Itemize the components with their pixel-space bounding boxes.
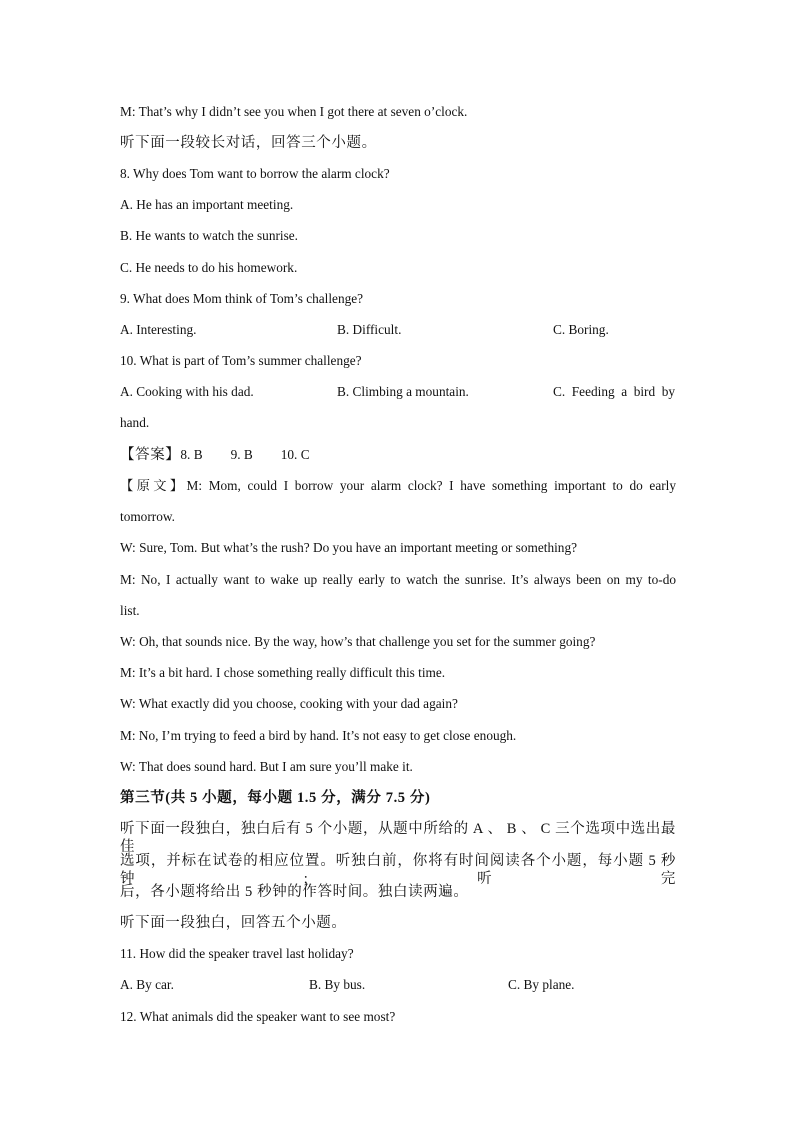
question-10-option-c: C. Feeding a bird by xyxy=(553,384,675,399)
question-8-option-c: C. He needs to do his homework. xyxy=(120,260,298,275)
transcript-line-1: 【原文】M: Mom, could I borrow your alarm clock? I have something important to do early xyxy=(120,478,676,493)
question-8-option-a: A. He has an important meeting. xyxy=(120,197,294,212)
answer-10: 10. C xyxy=(280,447,310,462)
dialogue-line-previous: M: That’s why I didn’t see you when I got there at seven o’clock. xyxy=(120,104,468,119)
transcript-line-6: W: What exactly did you choose, cooking with your dad again? xyxy=(120,696,458,711)
question-11: 11. How did the speaker travel last holiday? xyxy=(120,946,354,961)
section-3-heading: 第三节(共 5 小题，每小题 1.5 分，满分 7.5 分) xyxy=(120,790,431,806)
question-11-option-c: C. By plane. xyxy=(508,977,575,992)
section-instruction-monologue: 听下面一段独白，回答五个小题。 xyxy=(120,915,347,931)
transcript-line-5: M: It’s a bit hard. I chose something really difficult this time. xyxy=(120,665,446,680)
section-3-instruction-line-1: 听下面一段独白，独白后有 5 个小题，从题中所给的 A 、 B 、 C 三个选项中选出最佳 xyxy=(120,821,676,855)
question-11-option-b: B. By bus. xyxy=(309,977,366,992)
answer-9: 9. B xyxy=(230,447,253,462)
transcript-line-2: W: Sure, Tom. But what’s the rush? Do you have an important meeting or something? xyxy=(120,540,577,555)
transcript-line-1-continued: tomorrow. xyxy=(120,509,175,524)
question-11-option-a: A. By car. xyxy=(120,977,174,992)
question-8: 8. Why does Tom want to borrow the alarm clock? xyxy=(120,166,390,181)
transcript-line-7: M: No, I’m trying to feed a bird by hand. It’s not easy to get close enough. xyxy=(120,728,517,743)
section-instruction-long-dialogue: 听下面一段较长对话，回答三个小题。 xyxy=(120,135,377,151)
question-12: 12. What animals did the speaker want to see most? xyxy=(120,1009,396,1024)
question-9-option-a: A. Interesting. xyxy=(120,322,197,337)
section-3-instruction-line-3: 后，各小题将给出 5 秒钟的作答时间。独白读两遍。 xyxy=(120,884,469,900)
question-10-option-c-continued: hand. xyxy=(120,415,150,430)
transcript-line-4: W: Oh, that sounds nice. By the way, how’s that challenge you set for the summer going? xyxy=(120,634,596,649)
question-10: 10. What is part of Tom’s summer challenge? xyxy=(120,353,362,368)
question-9-option-b: B. Difficult. xyxy=(337,322,402,337)
transcript-line-3-continued: list. xyxy=(120,603,140,618)
answer-label: 【答案】 xyxy=(120,447,181,463)
answer-line xyxy=(120,446,676,464)
section-3-instruction-line-2: 选项，并标在试卷的相应位置。听独白前，你将有时间阅读各个小题，每小题 5 秒钟;听完 xyxy=(120,853,676,887)
question-10-option-a: A. Cooking with his dad. xyxy=(120,384,254,399)
answer-8: 8. B xyxy=(180,447,203,462)
transcript-line-8: W: That does sound hard. But I am sure you’ll make it. xyxy=(120,759,413,774)
question-10-option-b: B. Climbing a mountain. xyxy=(337,384,469,399)
question-9: 9. What does Mom think of Tom’s challenge? xyxy=(120,291,364,306)
question-9-option-c: C. Boring. xyxy=(553,322,609,337)
transcript-line-3: M: No, I actually want to wake up really early to watch the sunrise. It’s always been on my to-do xyxy=(120,572,676,587)
question-8-option-b: B. He wants to watch the sunrise. xyxy=(120,228,298,243)
